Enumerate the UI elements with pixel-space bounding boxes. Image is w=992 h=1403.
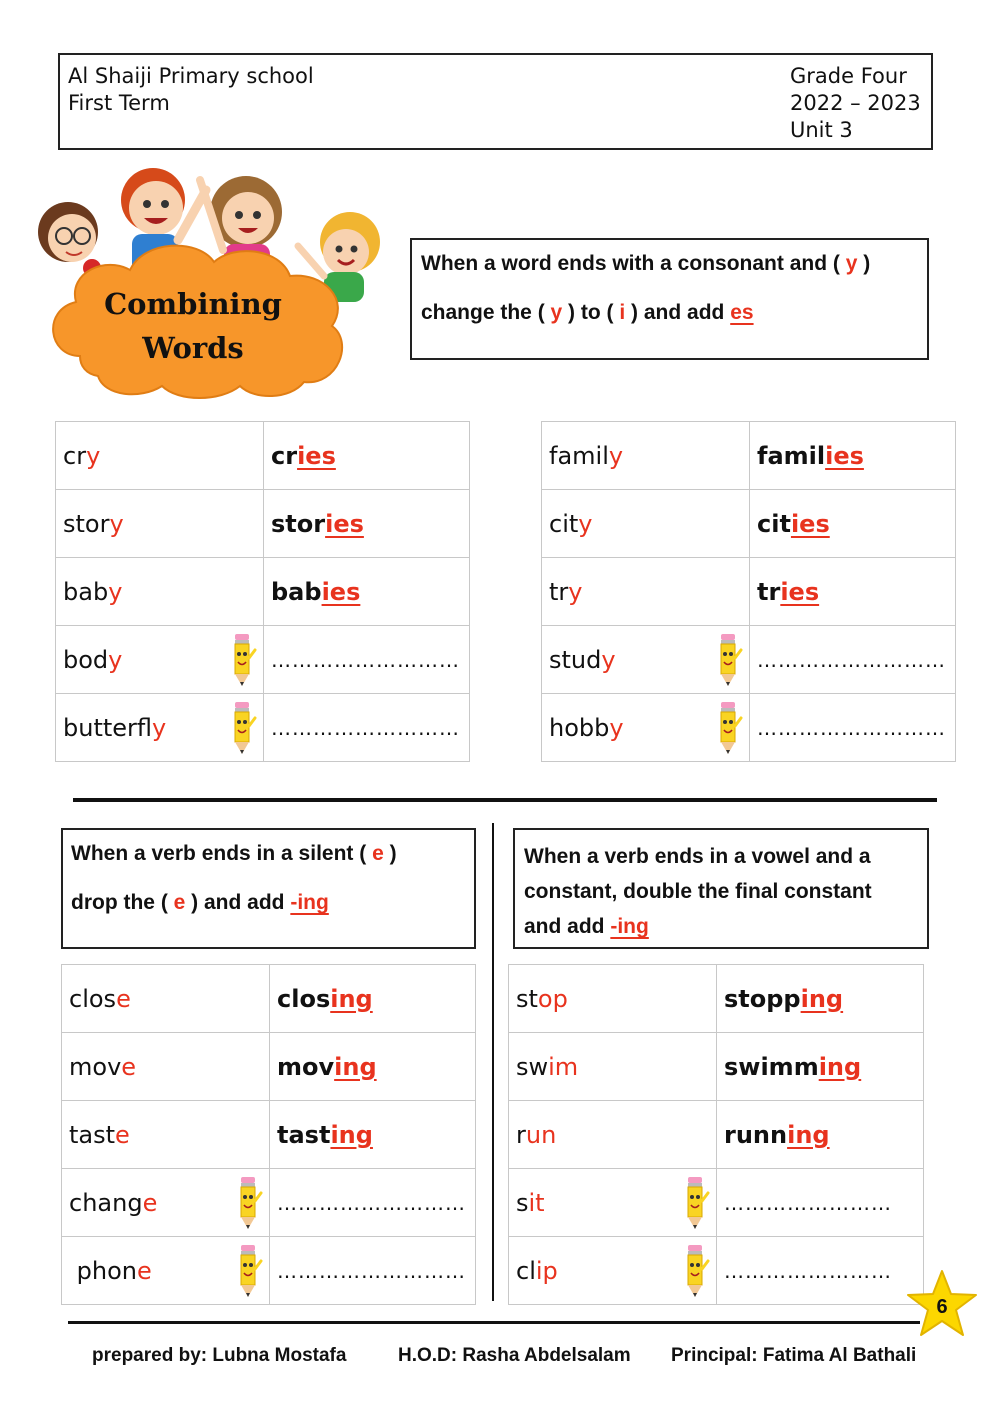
word-cell [542, 558, 750, 626]
footer-principal: Principal: Fatima Al Bathali [671, 1345, 917, 1366]
answer-stem: clos [277, 984, 331, 1013]
answer-suffix: ing [334, 1052, 377, 1081]
answer-suffix: ies [790, 509, 830, 538]
word-cell [509, 965, 717, 1033]
pencil-icon [713, 632, 743, 688]
word-stem: bab [63, 577, 109, 606]
rule3-line1: When a verb ends in a vowel and a [524, 845, 871, 868]
word-ending: e [116, 984, 131, 1013]
word-cell [62, 965, 270, 1033]
table-row [56, 626, 470, 694]
page-number-star-icon [905, 1268, 979, 1342]
table-row [542, 422, 956, 490]
table-row [509, 965, 924, 1033]
word-cell [62, 1101, 270, 1169]
word-stem: chang [69, 1188, 143, 1217]
word-table-1 [55, 421, 470, 762]
word-ending: y [152, 713, 167, 742]
title-line-1: Combining [104, 287, 282, 321]
answer-cell [264, 490, 470, 558]
word-stem: cit [549, 509, 579, 538]
answer-suffix: ing [800, 984, 844, 1013]
table-row [62, 1237, 476, 1305]
word-cell [56, 694, 264, 762]
word-stem: bod [63, 645, 109, 674]
word-stem: hobb [549, 713, 610, 742]
table-row [62, 965, 476, 1033]
word-cell [542, 490, 750, 558]
word-table-2 [541, 421, 956, 762]
word-ending: e [142, 1188, 158, 1217]
word-ending: e [115, 1120, 130, 1149]
answer-suffix: ies [825, 441, 864, 470]
word-stem: stor [63, 509, 110, 538]
table-row [56, 422, 470, 490]
answer-cell [750, 422, 956, 490]
answer-stem: swimm [724, 1052, 819, 1081]
rule-box-double-consonant [513, 828, 929, 949]
word-cell [509, 1237, 717, 1305]
table-row [56, 694, 470, 762]
word-ending: y [108, 645, 123, 674]
word-cell [542, 626, 750, 694]
answer-stem: tr [757, 577, 781, 606]
rule-box-y-to-ies [410, 238, 929, 360]
word-cell [542, 694, 750, 762]
word-table-3 [61, 964, 476, 1305]
word-stem: r [516, 1120, 526, 1149]
answer-cell [270, 1033, 476, 1101]
word-stem: sw [516, 1052, 549, 1081]
word-cell [56, 422, 264, 490]
answer-suffix: ies [780, 577, 820, 606]
answer-cell [717, 965, 924, 1033]
word-ending: im [548, 1052, 579, 1081]
table-row [542, 558, 956, 626]
rule1-line2: change the ( y ) to ( i ) and add es [421, 301, 754, 324]
school-name: Al Shaiji Primary school [68, 64, 314, 88]
word-stem: mov [69, 1052, 122, 1081]
header-box [58, 53, 933, 150]
word-ending: y [601, 645, 616, 674]
pencil-icon [233, 1175, 263, 1231]
answer-cell [270, 1101, 476, 1169]
word-ending: e [121, 1052, 137, 1081]
pencil-icon [713, 700, 743, 756]
rule3-line2: constant, double the final constant [524, 880, 872, 903]
answer-blank[interactable]: ……………………… [270, 1237, 476, 1305]
word-ending: ip [535, 1256, 558, 1285]
word-stem: clos [69, 984, 117, 1013]
answer-suffix: ing [330, 984, 373, 1013]
answer-cell [717, 1101, 924, 1169]
word-stem: tast [69, 1120, 116, 1149]
answer-suffix: ies [297, 441, 336, 470]
word-ending: y [609, 713, 624, 742]
word-ending: un [525, 1120, 557, 1149]
answer-blank[interactable]: ……………………… [750, 694, 956, 762]
footer-line [68, 1321, 920, 1324]
answer-suffix: ies [321, 577, 361, 606]
word-stem: stud [549, 645, 602, 674]
table-row [542, 626, 956, 694]
table-row [542, 694, 956, 762]
rule3-line3: and add -ing [524, 915, 649, 938]
title [70, 282, 316, 370]
answer-suffix: ing [787, 1120, 830, 1149]
school-year: 2022 – 2023 [790, 91, 921, 115]
word-ending: e [136, 1256, 152, 1285]
answer-stem: runn [724, 1120, 788, 1149]
word-ending: it [528, 1188, 545, 1217]
word-stem: butterfl [63, 713, 153, 742]
word-ending: y [108, 577, 123, 606]
pencil-icon [680, 1243, 710, 1299]
answer-stem: stor [271, 509, 326, 538]
word-stem: tr [549, 577, 569, 606]
grade: Grade Four [790, 64, 907, 88]
word-ending: y [578, 509, 593, 538]
title-line-2: Words [142, 331, 244, 365]
word-cell [56, 558, 264, 626]
answer-stem: famil [757, 441, 826, 470]
word-ending: y [109, 509, 124, 538]
answer-blank[interactable]: ……………………… [264, 694, 470, 762]
answer-cell [270, 965, 476, 1033]
answer-suffix: ies [325, 509, 364, 538]
pencil-icon [680, 1175, 710, 1231]
word-ending: y [568, 577, 583, 606]
unit: Unit 3 [790, 118, 853, 142]
word-table-4 [508, 964, 924, 1305]
term: First Term [68, 91, 170, 115]
rule2-line2: drop the ( e ) and add -ing [71, 891, 329, 914]
word-ending: op [537, 984, 568, 1013]
vertical-divider [492, 823, 494, 1301]
answer-blank[interactable]: …………………… [717, 1237, 924, 1305]
answer-stem: stopp [724, 984, 801, 1013]
answer-suffix: ing [818, 1052, 862, 1081]
word-stem: phon [69, 1256, 137, 1285]
word-cell [62, 1033, 270, 1101]
answer-stem: cit [757, 509, 791, 538]
word-cell [62, 1169, 270, 1237]
word-cell [56, 490, 264, 558]
answer-blank[interactable]: …………………… [717, 1169, 924, 1237]
pencil-icon [233, 1243, 263, 1299]
word-stem: s [516, 1188, 529, 1217]
word-cell [56, 626, 264, 694]
rule2-line1: When a verb ends in a silent ( e ) [71, 842, 397, 865]
answer-blank[interactable]: ……………………… [750, 626, 956, 694]
answer-cell [750, 490, 956, 558]
rule-box-silent-e [61, 828, 476, 949]
section-divider [73, 798, 937, 802]
word-stem: st [516, 984, 538, 1013]
word-ending: y [86, 441, 101, 470]
pencil-icon [227, 700, 257, 756]
table-row [509, 1101, 924, 1169]
word-cell [509, 1169, 717, 1237]
footer-prepared: prepared by: Lubna Mostafa [92, 1345, 347, 1366]
kid-girl-glasses-icon [38, 202, 101, 277]
rule1-line1: When a word ends with a consonant and ( y ) [421, 252, 871, 275]
word-cell [509, 1101, 717, 1169]
table-row [56, 490, 470, 558]
answer-stem: mov [277, 1052, 335, 1081]
footer-hod: H.O.D: Rasha Abdelsalam [398, 1345, 631, 1366]
answer-stem: tast [277, 1120, 331, 1149]
table-row [56, 558, 470, 626]
word-stem: famil [549, 441, 609, 470]
answer-blank[interactable]: ……………………… [264, 626, 470, 694]
word-stem: cr [63, 441, 87, 470]
word-stem: cl [516, 1256, 536, 1285]
word-ending: y [608, 441, 624, 470]
answer-stem: cr [271, 441, 298, 470]
word-cell [62, 1237, 270, 1305]
answer-cell [264, 422, 470, 490]
answer-cell [717, 1033, 924, 1101]
table-row [509, 1169, 924, 1237]
table-row [542, 490, 956, 558]
answer-cell [750, 558, 956, 626]
word-cell [542, 422, 750, 490]
page-number: 6 [936, 1296, 948, 1318]
answer-suffix: ing [330, 1120, 373, 1149]
answer-cell [264, 558, 470, 626]
table-row [509, 1237, 924, 1305]
answer-blank[interactable]: ……………………… [270, 1169, 476, 1237]
table-row [62, 1169, 476, 1237]
word-cell [509, 1033, 717, 1101]
answer-stem: bab [271, 577, 322, 606]
pencil-icon [227, 632, 257, 688]
table-row [62, 1033, 476, 1101]
table-row [62, 1101, 476, 1169]
table-row [509, 1033, 924, 1101]
